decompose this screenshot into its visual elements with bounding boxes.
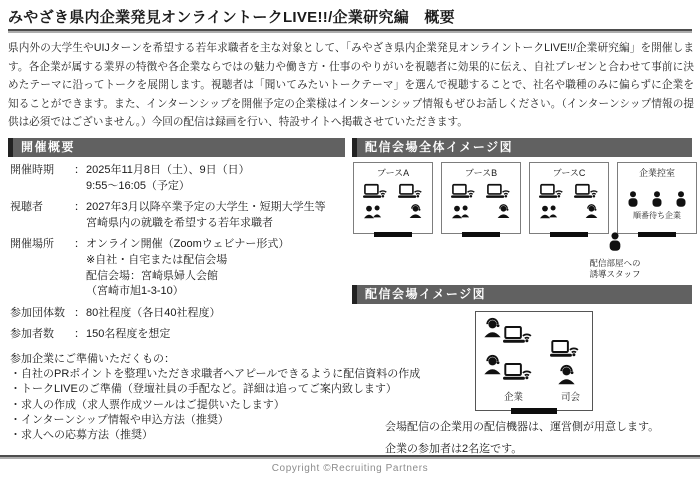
headset-person-icon: [408, 203, 423, 219]
row-colon: ：: [74, 238, 85, 251]
note-line: 企業の参加者は2名迄です。: [385, 443, 523, 455]
overview-row-audience: [10, 200, 348, 231]
page-title: みやざき県内企業発見オンライントークLIVE!!/企業研究編 概要: [8, 9, 455, 26]
prep-item: ・トークLIVEのご準備（登壇社員の手配など。詳細は追ってご案内致します）: [10, 383, 397, 396]
overview-row-schedule: [10, 163, 348, 194]
booth-b: [441, 162, 521, 234]
row-colon: ：: [74, 201, 85, 214]
booth-door-bar: [462, 232, 500, 237]
booth-label: ブースB: [464, 168, 498, 178]
preparation-list: [10, 352, 421, 443]
prep-item: ・自社のPRポイントを整理いただき求職者へアピールできるように配信資料の作成: [10, 368, 421, 381]
headset-person-icon: [482, 317, 503, 338]
booth-label: ブースA: [376, 168, 410, 178]
people-icon: [363, 205, 382, 219]
section-heading-venue-overall: 配信会場全体イメージ図: [352, 138, 692, 157]
section-heading-venue-room: 配信会場イメージ図: [352, 285, 692, 304]
row-label: 開催時期: [10, 164, 54, 176]
row-value: 80社程度（各日40社程度）: [86, 306, 221, 319]
row-label: 視聴者: [10, 201, 43, 214]
waiting-room-label: 企業控室: [638, 168, 675, 178]
guide-caption-line: 配信部屋への: [589, 258, 641, 268]
title-divider: [8, 29, 692, 33]
row-label: 開催場所: [10, 238, 54, 251]
row-colon: ：: [74, 306, 85, 319]
booth-diagram-row: [353, 162, 697, 234]
row-label: 参加者数: [10, 328, 54, 341]
note-line: 会場配信の企業用の配信機器は、運営側が用意します。: [385, 421, 660, 433]
row-value: 宮崎県内の就職を希望する若年求職者: [86, 216, 273, 229]
person-icon: [627, 191, 639, 207]
row-value: ※自社・自宅または配信会場: [86, 253, 228, 266]
copyright-text: Copyright ©Recruiting Partners: [271, 463, 429, 474]
row-value: 2025年11月8日（土）、9日（日）: [86, 164, 250, 176]
laptop-wifi-icon: [486, 183, 511, 199]
company-label: 企業: [504, 392, 524, 403]
headset-person-icon: [584, 203, 599, 219]
headset-person-icon: [556, 364, 577, 385]
venue-notes: [385, 416, 659, 460]
headset-person-icon: [496, 203, 511, 219]
row-value: （宮崎市旭1-3-10）: [86, 285, 184, 298]
row-label: 参加団体数: [10, 306, 65, 319]
guide-staff: [577, 232, 653, 280]
booth-label: ブースC: [552, 168, 586, 178]
section-heading-overview: 開催概要: [8, 138, 345, 157]
laptop-wifi-icon: [550, 339, 580, 358]
room-door-bar: [511, 408, 557, 414]
prep-heading: 参加企業にご準備いただくもの：: [10, 353, 175, 365]
laptop-wifi-icon: [503, 362, 533, 381]
overview-row-place: [10, 237, 348, 299]
person-icon: [608, 232, 622, 251]
overview-row-participants: [10, 327, 348, 343]
laptop-wifi-icon: [539, 183, 564, 199]
footer-divider: [0, 455, 700, 459]
laptop-wifi-icon: [398, 183, 423, 199]
guide-caption-line: 誘導スタッフ: [589, 269, 641, 279]
people-icon: [451, 205, 470, 219]
person-icon: [675, 191, 687, 207]
row-value: 9:55～16:05（予定）: [86, 179, 190, 192]
laptop-wifi-icon: [451, 183, 476, 199]
overview-rows: [10, 163, 348, 349]
headset-person-icon: [482, 354, 503, 375]
laptop-wifi-icon: [363, 183, 388, 199]
laptop-wifi-icon: [574, 183, 599, 199]
prep-item: ・求人の作成（求人票作成ツールはご提供いたします）: [10, 398, 285, 411]
host-label: 司会: [560, 392, 580, 403]
row-value: 2027年3月以降卒業予定の大学生・短期大学生等: [86, 201, 326, 214]
broadcast-room-diagram: [475, 311, 593, 411]
row-value: 配信会場：宮崎県婦人会館: [86, 269, 218, 282]
prep-item: ・求人への応募方法（推奨）: [10, 429, 153, 442]
row-colon: ：: [74, 328, 85, 341]
waiting-room-caption: 順番待ち企業: [633, 211, 681, 220]
booth-door-bar: [374, 232, 412, 237]
overview-row-groups: [10, 306, 348, 322]
laptop-wifi-icon: [503, 325, 533, 344]
row-value: 150名程度を想定: [86, 328, 171, 341]
people-icon: [539, 205, 558, 219]
waiting-room: [617, 162, 697, 234]
row-colon: ：: [74, 164, 85, 176]
intro-paragraph: 県内外の大学生やUIJターンを希望する若年求職者を主な対象として、「みやざき県内企業発見オンライントークLIVE!!/企業研究編」を開催します。各企業が属する業界の特徴や各企業ならではの魅力や働き方・仕事のやりがいを視聴者に効果的に伝え、自社プレゼンと合わせて事前に決めたテーマに沿ってトークを展開します。視聴者は「聞いてみたいトークテーマ」を選んで視聴することで、社名や職種のみに偏らずに企業を知ることができます。また、インターンシップを開催予定の企業様はインターンシップ情報もぜひお話しください。（インターンシップ情報の提供は必須ではございません。）今回の配信は録画を行い、特設サイトへ掲載させていただきます。: [8, 42, 694, 129]
row-value: オンライン開催（Zoomウェビナー形式）: [86, 238, 290, 251]
booth-c: [529, 162, 609, 234]
prep-item: ・インターンシップ情報や申込方法（推奨）: [10, 413, 229, 426]
booth-a: [353, 162, 433, 234]
person-icon: [651, 191, 663, 207]
